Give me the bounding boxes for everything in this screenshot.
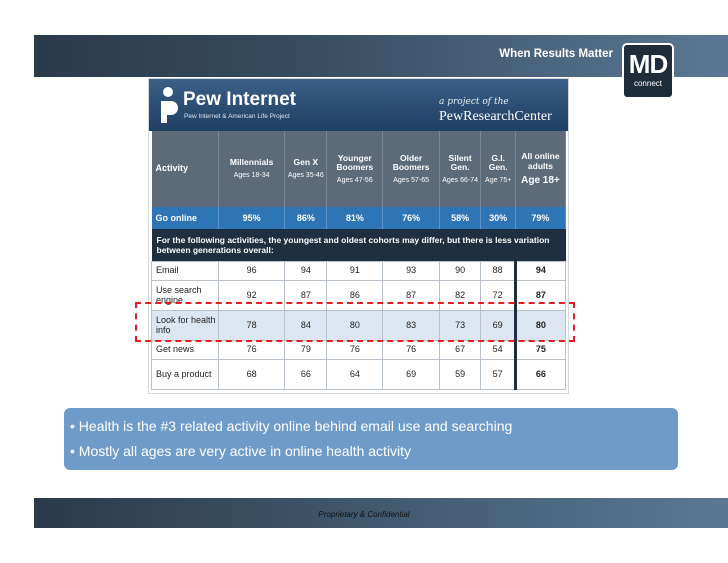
logo-sub: connect — [633, 79, 663, 88]
cell: 57 — [481, 360, 515, 390]
pew-table-image — [148, 78, 569, 394]
cell: 73 — [439, 311, 481, 341]
cell: 30% — [481, 207, 515, 229]
col-silent-gen: Silent Gen. Ages 66-74 — [439, 131, 481, 207]
pew-brand: Pew Internet — [183, 89, 296, 110]
table-row — [152, 262, 566, 281]
cell: 93 — [383, 262, 439, 281]
cell: 58% — [439, 207, 481, 229]
cell-all: 80 — [515, 311, 565, 341]
cell: 88 — [481, 262, 515, 281]
cell: 54 — [481, 341, 515, 360]
cell: 67 — [439, 341, 481, 360]
generations-table — [151, 131, 566, 390]
pew-brand-sub: Pew Internet & American Life Project — [184, 113, 290, 120]
cell: 68 — [218, 360, 285, 390]
table-row — [152, 360, 566, 390]
cell: 76 — [218, 341, 285, 360]
cell-all: 75 — [515, 341, 565, 360]
cell: 86 — [327, 281, 383, 311]
col-all-adults: All online adults Age 18+ — [515, 131, 565, 207]
col-activity: Activity — [152, 131, 219, 207]
cell: 94 — [285, 262, 327, 281]
cell: 90 — [439, 262, 481, 281]
logo-main: MD — [628, 49, 668, 79]
cell: 69 — [383, 360, 439, 390]
cell: 91 — [327, 262, 383, 281]
bullet-point: • Mostly all ages are very active in online health activity — [70, 443, 412, 459]
note-text: For the following activities, the youngest and oldest cohorts may differ, but there is less variation between generations overall: — [152, 229, 566, 262]
bullet-box — [64, 408, 678, 470]
row-label: Email — [152, 262, 219, 281]
cell-all: 87 — [515, 281, 565, 311]
cell: 95% — [218, 207, 285, 229]
cell: 64 — [327, 360, 383, 390]
tagline: When Results Matter — [499, 48, 613, 60]
cell-all: 66 — [515, 360, 565, 390]
col-younger-boomers: Younger Boomers Ages 47-56 — [327, 131, 383, 207]
footer-text: Proprietary & Confidential — [318, 510, 410, 519]
col-gi-gen: G.I. Gen. Age 75+ — [481, 131, 515, 207]
pew-research-center: PewResearchCenter — [439, 109, 552, 124]
cell: 79 — [285, 341, 327, 360]
cell: 72 — [481, 281, 515, 311]
pew-project-of: a project of the — [439, 97, 509, 107]
row-label: Buy a product — [152, 360, 219, 390]
cell: 80 — [327, 311, 383, 341]
cell: 69 — [481, 311, 515, 341]
row-label: Go online — [152, 207, 219, 229]
col-older-boomers: Older Boomers Ages 57-65 — [383, 131, 439, 207]
cell: 81% — [327, 207, 383, 229]
cell: 76% — [383, 207, 439, 229]
cell: 86% — [285, 207, 327, 229]
md-connect-logo — [622, 43, 674, 99]
cell: 59 — [439, 360, 481, 390]
table-header-row — [152, 131, 566, 207]
cell: 78 — [218, 311, 285, 341]
row-label: Get news — [152, 341, 219, 360]
row-label: Look for health info — [152, 311, 219, 341]
note-row — [152, 229, 566, 262]
go-online-row — [152, 207, 566, 229]
cell: 87 — [383, 281, 439, 311]
col-millennials: Millennials Ages 18-34 — [218, 131, 285, 207]
bullet-point: • Health is the #3 related activity online behind email use and searching — [70, 418, 513, 434]
cell-all: 94 — [515, 262, 565, 281]
pew-header — [149, 79, 568, 131]
col-genx: Gen X Ages 35-46 — [285, 131, 327, 207]
cell: 84 — [285, 311, 327, 341]
cell: 76 — [327, 341, 383, 360]
pew-logo-icon — [157, 85, 179, 125]
cell: 79% — [515, 207, 565, 229]
cell: 96 — [218, 262, 285, 281]
cell: 87 — [285, 281, 327, 311]
cell: 76 — [383, 341, 439, 360]
table-row — [152, 341, 566, 360]
cell: 82 — [439, 281, 481, 311]
row-label: Use search engine — [152, 281, 219, 311]
health-row-highlight — [135, 302, 575, 342]
cell: 66 — [285, 360, 327, 390]
cell: 92 — [218, 281, 285, 311]
cell: 83 — [383, 311, 439, 341]
